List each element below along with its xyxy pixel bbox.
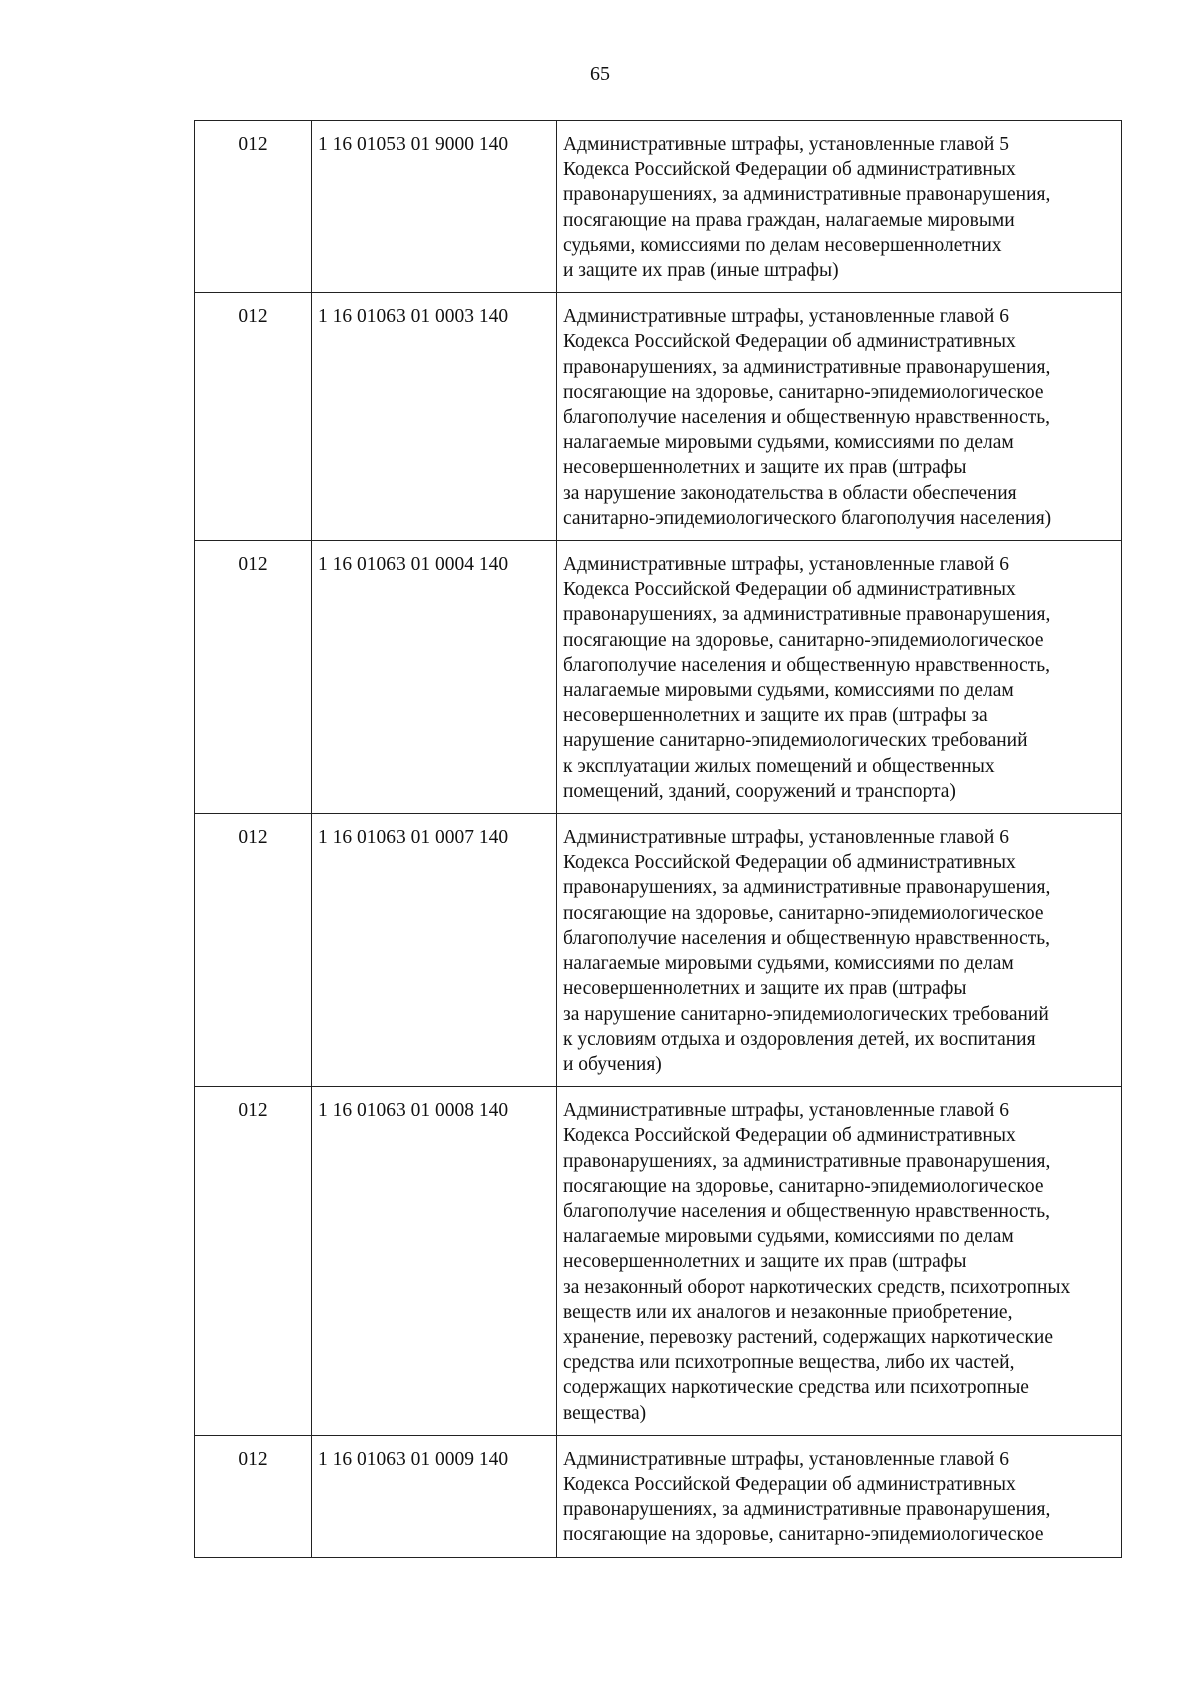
budget-classification-code-cell: 1 16 01063 01 0007 140 <box>312 814 557 1087</box>
table-row <box>195 1087 1122 1436</box>
description-line: несовершеннолетних и защите их прав (штрафы <box>563 457 967 479</box>
budget-classification-code-cell: 1 16 01063 01 0008 140 <box>312 1087 557 1436</box>
description-line: налагаемые мировыми судьями, комиссиями по делам <box>563 953 1014 975</box>
description-line: за нарушение санитарно-эпидемиологических требований <box>563 1003 1049 1025</box>
budget-classification-code-cell: 1 16 01063 01 0004 140 <box>312 541 557 814</box>
description-line: посягающие на здоровье, санитарно-эпидемиологическое <box>563 1175 1044 1197</box>
description-line: помещений, зданий, сооружений и транспорта) <box>563 780 956 802</box>
description-line: несовершеннолетних и защите их прав (штрафы <box>563 1251 967 1273</box>
description-line: за нарушение законодательства в области обеспечения <box>563 482 1017 504</box>
description-line: Кодекса Российской Федерации об административных <box>563 331 1016 353</box>
description-line: к условиям отдыха и оздоровления детей, их воспитания <box>563 1028 1036 1050</box>
description-line: Административные штрафы, установленные главой 6 <box>563 1448 1009 1470</box>
description-line: посягающие на права граждан, налагаемые мировыми <box>563 209 1015 231</box>
description-line: посягающие на здоровье, санитарно-эпидемиологическое <box>563 1524 1044 1546</box>
page-number: 65 <box>590 63 610 85</box>
description-line: Кодекса Российской Федерации об административных <box>563 852 1016 874</box>
budget-classification-code-cell: 1 16 01053 01 9000 140 <box>312 121 557 293</box>
admin-code-cell: 012 <box>195 1435 312 1557</box>
description-line: налагаемые мировыми судьями, комиссиями по делам <box>563 680 1014 702</box>
table-body <box>195 121 1122 1558</box>
description-line: Кодекса Российской Федерации об административных <box>563 579 1016 601</box>
description-line: к эксплуатации жилых помещений и общественных <box>563 755 995 777</box>
table-row <box>195 121 1122 293</box>
description-line: благополучие населения и общественную нравственность, <box>563 1200 1051 1222</box>
description-line: благополучие населения и общественную нравственность, <box>563 927 1051 949</box>
description-line: нарушение санитарно-эпидемиологических требований <box>563 730 1028 752</box>
description-line: посягающие на здоровье, санитарно-эпидемиологическое <box>563 381 1044 403</box>
description-line: благополучие населения и общественную нравственность, <box>563 654 1051 676</box>
table-row <box>195 541 1122 814</box>
description-line: налагаемые мировыми судьями, комиссиями по делам <box>563 432 1014 454</box>
description-line: несовершеннолетних и защите их прав (штрафы за <box>563 705 988 727</box>
description-line: Кодекса Российской Федерации об административных <box>563 1473 1016 1495</box>
description-line: судьями, комиссиями по делам несовершеннолетних <box>563 234 1002 256</box>
description-line: правонарушениях, за административные правонарушения, <box>563 877 1051 899</box>
admin-code-cell: 012 <box>195 541 312 814</box>
description-cell <box>557 121 1122 293</box>
description-cell <box>557 1435 1122 1557</box>
budget-codes-table <box>194 120 1122 1558</box>
description-line: Кодекса Российской Федерации об административных <box>563 159 1016 181</box>
description-line: Административные штрафы, установленные главой 6 <box>563 1100 1009 1122</box>
admin-code-cell: 012 <box>195 121 312 293</box>
admin-code-cell: 012 <box>195 814 312 1087</box>
budget-classification-code-cell: 1 16 01063 01 0003 140 <box>312 293 557 541</box>
description-line: налагаемые мировыми судьями, комиссиями по делам <box>563 1226 1014 1248</box>
description-cell <box>557 1087 1122 1436</box>
description-line: Административные штрафы, установленные главой 6 <box>563 827 1009 849</box>
description-line: содержащих наркотические средства или психотропные <box>563 1377 1029 1399</box>
description-line: Административные штрафы, установленные главой 6 <box>563 554 1009 576</box>
description-line: благополучие населения и общественную нравственность, <box>563 407 1051 429</box>
description-line: правонарушениях, за административные правонарушения, <box>563 604 1051 626</box>
description-cell <box>557 814 1122 1087</box>
description-line: Административные штрафы, установленные главой 6 <box>563 306 1009 328</box>
table-row <box>195 293 1122 541</box>
description-line: посягающие на здоровье, санитарно-эпидемиологическое <box>563 629 1044 651</box>
table-row <box>195 814 1122 1087</box>
description-line: правонарушениях, за административные правонарушения, <box>563 356 1051 378</box>
admin-code-cell: 012 <box>195 293 312 541</box>
description-line: и обучения) <box>563 1053 662 1075</box>
description-line: несовершеннолетних и защите их прав (штрафы <box>563 978 967 1000</box>
description-line: средства или психотропные вещества, либо их частей, <box>563 1352 1015 1374</box>
description-line: и защите их прав (иные штрафы) <box>563 260 839 282</box>
description-line: за незаконный оборот наркотических средств, психотропных <box>563 1276 1071 1298</box>
description-line: правонарушениях, за административные правонарушения, <box>563 1499 1051 1521</box>
description-line: вещества) <box>563 1402 647 1424</box>
budget-classification-code-cell: 1 16 01063 01 0009 140 <box>312 1435 557 1557</box>
description-line: правонарушениях, за административные правонарушения, <box>563 184 1051 206</box>
description-line: хранение, перевозку растений, содержащих наркотические <box>563 1326 1053 1348</box>
table-row <box>195 1435 1122 1557</box>
description-line: правонарушениях, за административные правонарушения, <box>563 1150 1051 1172</box>
description-line: Административные штрафы, установленные главой 5 <box>563 134 1009 155</box>
description-line: посягающие на здоровье, санитарно-эпидемиологическое <box>563 902 1044 924</box>
description-line: санитарно-эпидемиологического благополучия населения) <box>563 507 1052 529</box>
description-cell <box>557 541 1122 814</box>
description-line: веществ или их аналогов и незаконные приобретение, <box>563 1301 1013 1323</box>
description-line: Кодекса Российской Федерации об административных <box>563 1125 1016 1147</box>
description-cell <box>557 293 1122 541</box>
admin-code-cell: 012 <box>195 1087 312 1436</box>
